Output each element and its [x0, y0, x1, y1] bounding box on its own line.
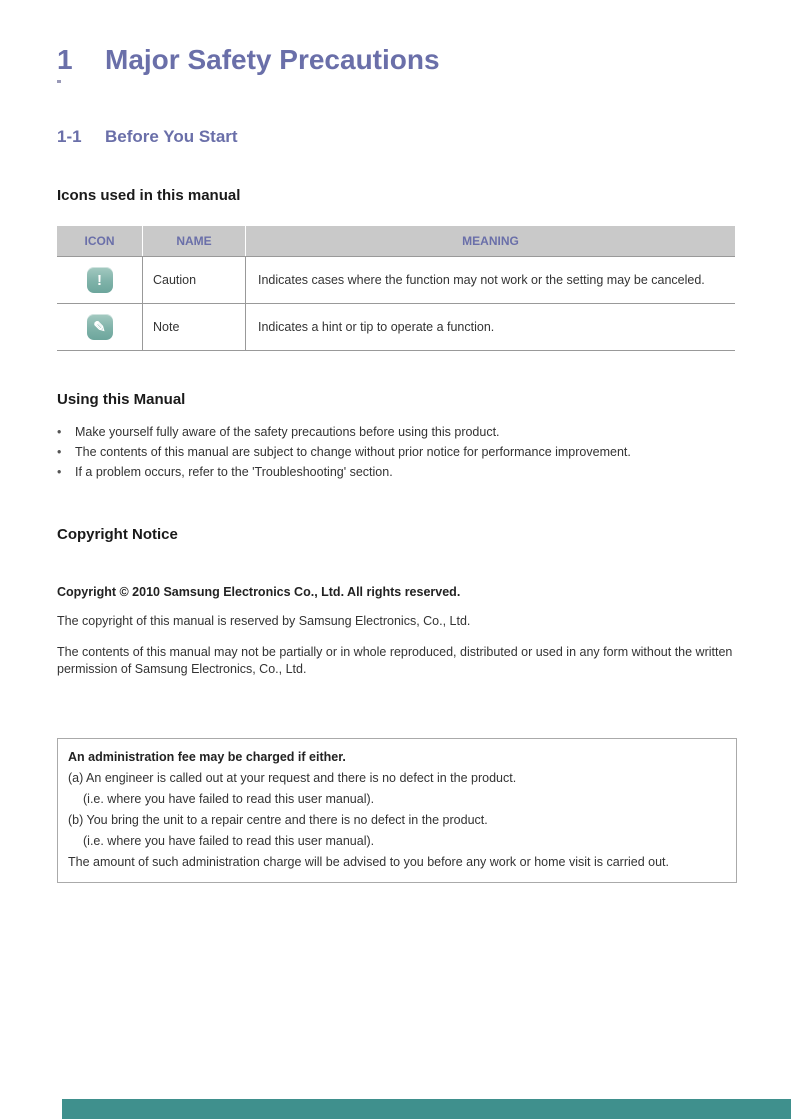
admin-fee-line-b-note: (i.e. where you have failed to read this user manual). — [83, 834, 375, 848]
icon-name-note: Note — [143, 304, 246, 350]
admin-fee-line-a: (a) An engineer is called out at your request and there is no defect in the product. — [68, 771, 517, 785]
list-item — [57, 422, 735, 442]
list-item — [57, 462, 735, 482]
admin-fee-title: An administration fee may be charged if either. — [68, 750, 346, 764]
bullet-text: Make yourself fully aware of the safety precautions before using this product. — [75, 425, 500, 439]
section-title-text: Before You Start — [105, 127, 238, 146]
note-icon: ✎ — [87, 314, 113, 340]
copyright-bold-line: Copyright © 2010 Samsung Electronics Co., Ltd. All rights reserved. — [57, 585, 461, 599]
footer-bar — [62, 1099, 791, 1119]
table-row — [57, 303, 735, 350]
admin-fee-line-b: (b) You bring the unit to a repair centre and there is no defect in the product. — [68, 813, 488, 827]
icon-meaning-caution: Indicates cases where the function may not work or the setting may be canceled. — [258, 273, 705, 287]
icons-heading: Icons used in this manual — [57, 187, 241, 204]
bullet-marker: • — [57, 445, 62, 459]
section-number: 1-1 — [57, 127, 82, 146]
copyright-heading: Copyright Notice — [57, 526, 178, 543]
copyright-line-2: The copyright of this manual is reserved by Samsung Electronics, Co., Ltd. — [57, 614, 471, 628]
icon-meaning-note: Indicates a hint or tip to operate a function. — [258, 320, 495, 334]
chapter-title-text: Major Safety Precautions — [105, 44, 440, 75]
using-manual-heading: Using this Manual — [57, 391, 186, 408]
copyright-line-3: The contents of this manual may not be partially or in whole reproduced, distributed or used in any form without the written permission of Samsung Electronics, Co., Ltd. — [57, 645, 733, 676]
bullet-text: If a problem occurs, refer to the 'Troubleshooting' section. — [75, 465, 393, 479]
icons-table-header-row — [57, 226, 735, 256]
table-row — [57, 256, 735, 303]
icons-table-header-name: NAME — [143, 226, 246, 256]
using-manual-bullets — [57, 422, 735, 482]
caution-icon: ! — [87, 267, 113, 293]
list-item — [57, 442, 735, 462]
section-heading — [57, 127, 735, 147]
chapter-title — [57, 44, 735, 76]
chapter-title-tick — [57, 80, 61, 83]
admin-fee-final-line: The amount of such administration charge will be advised to you before any work or home visit is carried out. — [68, 855, 669, 869]
bullet-text: The contents of this manual are subject to change without prior notice for performance improvement. — [75, 445, 631, 459]
icons-table — [57, 226, 735, 351]
chapter-number: 1 — [57, 44, 73, 75]
admin-fee-line-a-note: (i.e. where you have failed to read this user manual). — [83, 792, 375, 806]
icons-table-header-meaning: MEANING — [462, 234, 519, 248]
bullet-marker: • — [57, 465, 62, 479]
icon-name-caution: Caution — [143, 257, 246, 303]
bullet-marker: • — [57, 425, 62, 439]
icons-table-header-icon: ICON — [57, 226, 143, 256]
admin-fee-box — [57, 738, 737, 883]
